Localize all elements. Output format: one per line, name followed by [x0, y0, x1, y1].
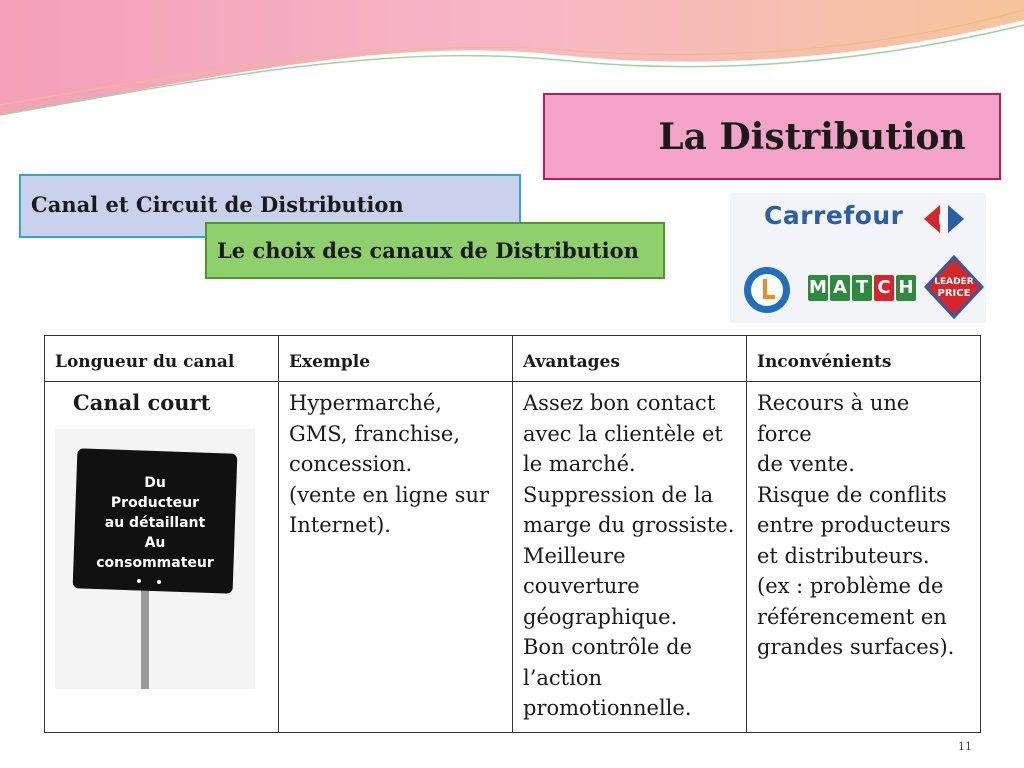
table-row — [45, 382, 981, 733]
match-letter: T — [852, 275, 872, 301]
inconvenients-line: (ex : problème de — [757, 574, 944, 598]
match-letter: M — [808, 275, 828, 301]
page-number: 11 — [958, 740, 972, 753]
header-exemple: Exemple — [279, 336, 513, 382]
table-header-row — [45, 336, 981, 382]
avantages-line: Assez bon contact — [523, 391, 716, 415]
cell-longueur — [45, 382, 279, 733]
inconvenients-line: et distributeurs. — [757, 543, 930, 568]
exemple-line: (vente en ligne sur — [289, 482, 490, 507]
section-label: Canal et Circuit de Distribution — [31, 192, 404, 217]
price-text: PRICE — [937, 288, 971, 299]
sign-line: Producteur — [110, 494, 200, 511]
match-letter: A — [830, 275, 850, 301]
match-letter: C — [874, 275, 894, 301]
distribution-table — [44, 335, 981, 733]
avantages-line: géographique. — [523, 604, 678, 629]
exemple-line: concession. — [289, 452, 413, 476]
exemple-line: Internet). — [289, 513, 391, 537]
slide-title: La Distribution — [658, 115, 966, 158]
cell-inconvenients — [747, 382, 981, 733]
avantages-line: l’action — [523, 665, 602, 690]
header-avantages: Avantages — [513, 336, 747, 382]
leclerc-icon — [742, 265, 792, 315]
header-longueur: Longueur du canal — [45, 336, 279, 382]
inconvenients-line: Risque de conflits — [757, 482, 947, 507]
carrefour-logo-text: Carrefour — [764, 201, 904, 230]
subsection-label-box — [205, 222, 665, 279]
header-inconvenients: Inconvénients — [747, 336, 981, 382]
slide-title-box — [543, 93, 1001, 180]
avantages-line: marge du grossiste. — [523, 513, 735, 537]
match-logo — [808, 275, 918, 301]
inconvenients-line: grandes surfaces). — [757, 635, 955, 659]
sign-line: Au — [144, 534, 166, 551]
leader-price-logo — [924, 255, 984, 319]
sign-line: consommateur — [96, 554, 214, 571]
exemple-line: GMS, franchise, — [289, 421, 461, 446]
match-letter: H — [896, 275, 916, 301]
cell-avantages — [513, 382, 747, 733]
avantages-line: Meilleure — [523, 543, 626, 568]
inconvenients-line: de vente. — [757, 452, 855, 476]
sign-line: au détaillant — [104, 514, 206, 531]
carrefour-icon — [918, 201, 970, 237]
avantages-line: promotionnelle. — [523, 696, 692, 720]
avantages-line: Suppression de la — [523, 482, 714, 507]
signpost-image — [55, 429, 255, 689]
avantages-line: Bon contrôle de — [523, 635, 693, 659]
canal-court-label: Canal court — [73, 390, 211, 415]
subsection-label: Le choix des canaux de Distribution — [217, 238, 639, 263]
avantages-line: avec la clientèle et — [523, 421, 723, 446]
inconvenients-line: référencement en — [757, 604, 947, 629]
avantages-line: couverture — [523, 574, 640, 598]
avantages-line: le marché. — [523, 452, 636, 476]
inconvenients-line: Recours à une force — [757, 391, 910, 446]
exemple-line: Hypermarché, — [289, 391, 442, 415]
cell-exemple — [279, 382, 513, 733]
inconvenients-line: entre producteurs — [757, 513, 951, 537]
sign-line: Du — [144, 474, 166, 491]
retailer-logos — [730, 193, 986, 323]
leader-text: LEADER — [934, 277, 974, 287]
